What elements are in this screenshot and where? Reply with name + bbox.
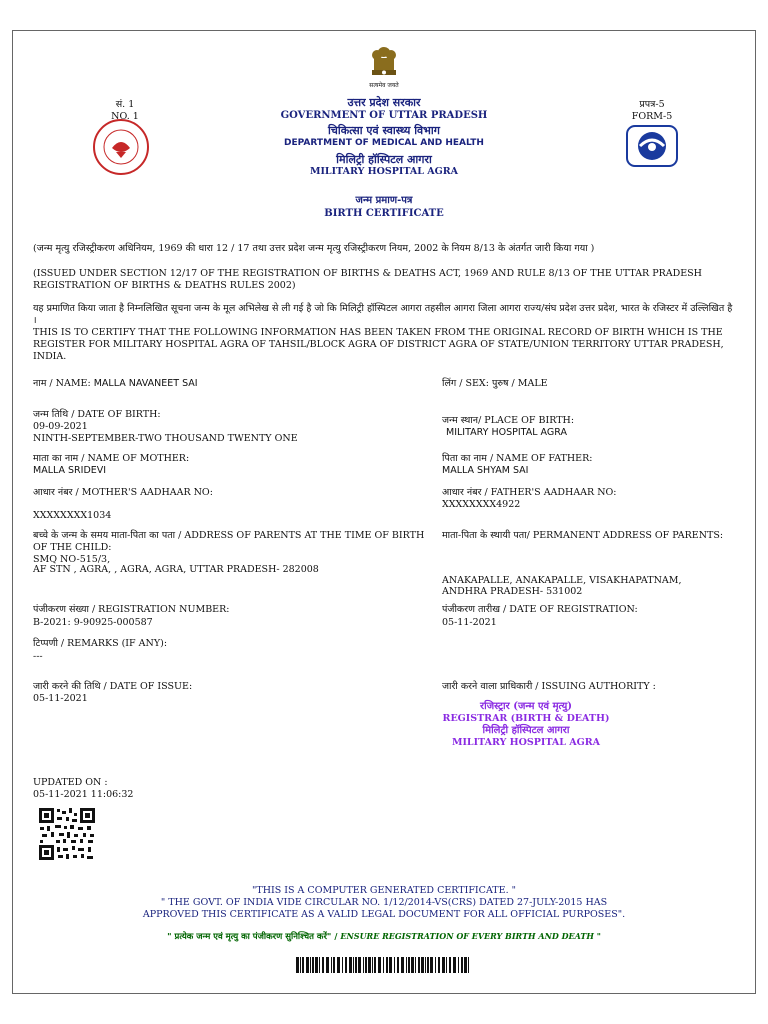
certificate-title-hi: जन्म प्रमाण-पत्र [355,195,413,206]
mother-aadhaar-label: आधार नंबर / MOTHER'S AADHAAR NO: [33,487,213,498]
issue-date: 05-11-2021 [33,693,88,704]
dob-value: 09-09-2021 [33,421,88,432]
issued-under-en: (ISSUED UNDER SECTION 12/17 OF THE REGISTRATION OF BIRTHS & DEATHS ACT, 1969 AND RULE 8/13 OF THE UTTAR PRADESH REGISTRATION OF BIRTHS & DEATHS RULES 2002) [33,268,702,291]
father-name-label: पिता का नाम / NAME OF FATHER: [442,453,593,464]
name-label: नाम / NAME: [33,378,91,389]
form-number-en: FORM-5 [631,111,673,122]
department-name-en: DEPARTMENT OF MEDICAL AND HEALTH [284,138,484,148]
pob-label: जन्म स्थान/ PLACE OF BIRTH: [442,415,575,426]
dob-words: NINTH-SEPTEMBER-TWO THOUSAND TWENTY ONE [33,433,298,444]
slogan-en: ENSURE REGISTRATION OF EVERY BIRTH AND DEATH " [340,931,601,941]
mother-aadhaar: XXXXXXXX1034 [33,510,112,521]
hospital-name-en: MILITARY HOSPITAL AGRA [309,166,459,177]
certify-text-hi: यह प्रमाणित किया जाता है निम्नलिखित सूचना जन्म के मूल अभिलेख से ली गई है जो कि मिलिट्री हॉस्पिटल आगरा तहसील आगरा जिला आगरा राज्य/संघ प्रदेश उत्तर प्रदेश, भारत के रजिस्टर में उल्लिखित है । [33,303,733,326]
father-aadhaar-label: आधार नंबर / FATHER'S AADHAAR NO: [442,487,617,498]
birth-address-label: बच्चे के जन्म के समय माता-पिता का पता / ADDRESS OF PARENTS AT THE TIME OF BIRTH OF THE CHILD: [33,530,425,553]
child-name: MALLA NAVANEET SAI [93,378,198,389]
footer-line-1: "THIS IS A COMPUTER GENERATED CERTIFICATE. " [252,885,516,896]
mother-name: MALLA SRIDEVI [33,465,107,476]
updated-on-value: 05-11-2021 11:06:32 [33,789,134,800]
mother-name-label: माता का नाम / NAME OF MOTHER: [33,453,190,464]
sex-row [442,378,742,390]
emblem-motto: सत्यमेव जयते [369,82,399,89]
name-row [33,378,413,390]
up-government-seal-icon [92,118,150,176]
state-name-hi: उत्तर प्रदेश सरकार [347,96,421,109]
remarks-label: टिप्पणी / REMARKS (IF ANY): [33,638,168,649]
permanent-address-line2: ANDHRA PRADESH- 531002 [442,586,583,597]
issued-under-hi: (जन्म मृत्यु रजिस्ट्रीकरण अधिनियम, 1969 की धारा 12 / 17 तथा उत्तर प्रदेश जन्म मृत्यु रजिस्ट्रीकरण नियम, 2002 के नियम 8/13 के अंतर्गत जारी किया गया ) [33,243,595,254]
registration-date: 05-11-2021 [442,617,497,628]
father-name: MALLA SHYAM SAI [442,465,529,476]
registration-number-label: पंजीकरण संख्या / REGISTRATION NUMBER: [33,604,230,615]
issuing-authority-label: जारी करने वाला प्राधिकारी / ISSUING AUTHORITY : [442,681,656,692]
sex-label: लिंग / SEX: [442,378,489,389]
registration-number: B-2021: 9-90925-000587 [33,617,153,628]
serial-number-hi: सं. 1 [115,99,135,110]
birth-address-line1: SMQ NO-515/3, [33,554,111,565]
health-department-logo-icon [626,125,678,167]
qr-code-icon [38,807,96,861]
department-name-hi: चिकित्सा एवं स्वास्थ्य विभाग [328,124,440,137]
remarks-value: --- [33,651,43,662]
registration-date-label: पंजीकरण तारीख / DATE OF REGISTRATION: [442,604,638,615]
issue-date-label: जारी करने की तिथि / DATE OF ISSUE: [33,681,193,692]
authority-hospital-hi: मिलिट्री हॉस्पिटल आगरा [482,725,570,736]
hospital-name-hi: मिलिट्री हॉस्पिटल आगरा [336,153,432,166]
certificate-title-en: BIRTH CERTIFICATE [324,208,444,219]
child-sex: पुरुष / MALE [491,378,548,389]
footer-line-2: " THE GOVT. OF INDIA VIDE CIRCULAR NO. 1/12/2014-VS(CRS) DATED 27-JULY-2015 HAS [160,897,608,908]
dob-label: जन्म तिथि / DATE OF BIRTH: [33,409,161,420]
permanent-address-line1: ANAKAPALLE, ANAKAPALLE, VISAKHAPATNAM, [442,575,682,586]
serial-number-en: NO. 1 [111,111,139,122]
birth-address-line2: AF STN , AGRA, , AGRA, AGRA, UTTAR PRADESH- 282008 [33,564,319,575]
authority-title-hi: रजिस्ट्रार (जन्म एवं मृत्यु) [480,701,572,712]
slogan-hi: " प्रत्येक जन्म एवं मृत्यु का पंजीकरण सुनिश्चित करें" / [167,932,338,942]
updated-on-label: UPDATED ON : [33,777,108,788]
national-emblem-icon [368,45,400,81]
state-name-en: GOVERNMENT OF UTTAR PRADESH [280,110,488,121]
form-number-hi: प्रपत्र-5 [639,99,665,110]
permanent-address-label: माता-पिता के स्थायी पता/ PERMANENT ADDRESS OF PARENTS: [442,530,724,541]
authority-title-en: REGISTRAR (BIRTH & DEATH) [442,713,610,724]
footer-slogan [40,930,728,943]
father-aadhaar: XXXXXXXX4922 [442,499,521,510]
authority-hospital-en: MILITARY HOSPITAL AGRA [451,737,601,748]
certify-text-en: THIS IS TO CERTIFY THAT THE FOLLOWING INFORMATION HAS BEEN TAKEN FROM THE ORIGINAL RECORD OF BIRTH WHICH IS THE REGISTER FOR MILITARY HOSPITAL AGRA OF TAHSIL/BLOCK AGRA OF DISTRICT AGRA OF STATE/UNION TERRITORY UTTAR PRADESH, INDIA. [33,327,724,362]
pob-value: MILITARY HOSPITAL AGRA [446,427,567,438]
footer-line-3: APPROVED THIS CERTIFICATE AS A VALID LEGAL DOCUMENT FOR ALL OFFICIAL PURPOSES". [142,909,626,920]
barcode-icon [296,957,472,973]
